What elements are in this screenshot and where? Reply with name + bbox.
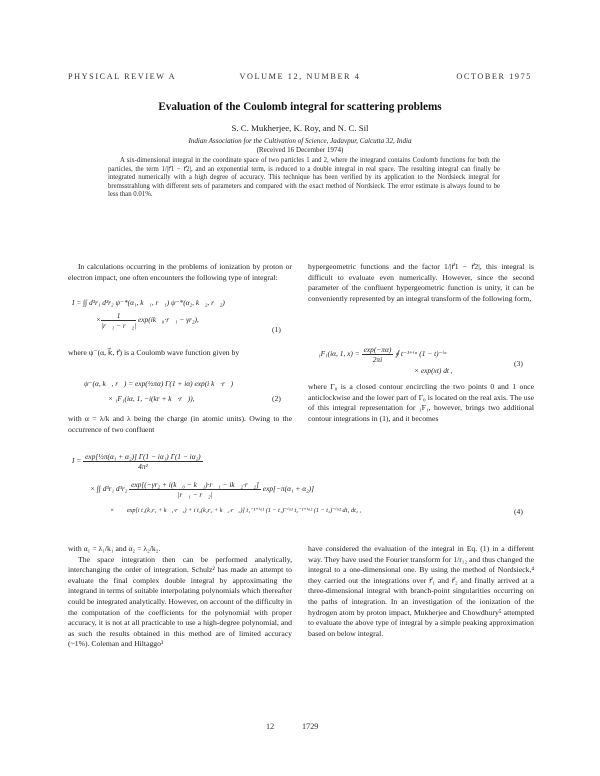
schulz-paragraph: The space integration then can be performed analytically, interchanging the order of integration. Schulz² has made an attempt to evaluate the final complex double integral by approximating the integrand in terms of suitable interpolating polynomials which thereafter could be integrated analytically. However, on account of the difficulty in the computation of the coefficients for the polynomial with proper accuracy, it is not at all practicable to use a high-degree polynomial, and as such the results obtained in this method are of limited accuracy (~1%). Coleman and Hiltaggo³: [68, 554, 292, 649]
equation-1-fraction: $\frac{1}{\text{|r⃗₁ − r⃗₂|}}$: [101, 311, 137, 330]
page-number: 1729: [302, 722, 319, 731]
equation-1-line-2: × $\frac{1}{\text{|r⃗₁ − r⃗₂|}}$ exp(ik⃗₀·r⃗₁ − γr₂),: [96, 311, 199, 330]
equation-3-line-1: ₁F₁(iα, 1, x) = $\frac{\exp(-\pi\alpha)}{2\pi i}$ ∮ t⁻¹⁺ⁱᵅ (1 − t)⁻ⁱᵅ: [318, 345, 447, 364]
right-column-para2: [308, 382, 534, 424]
equation-4-number: (4): [514, 507, 523, 516]
volume-number: VOLUME 12, NUMBER 4: [239, 72, 361, 81]
right-column-intro: [308, 262, 534, 304]
equation-4-line-2: × ∫∫ d³r₁ d³r₂ $\frac{\text{exp[(−γr₂ + i(k⃗₀ − k⃗₁)·r⃗₁ − ik⃗₂·r⃗₂]}}{\text{|r⃗₁ − r⃗₂|}}$ exp[−π(α₁ + α₂)]: [90, 480, 314, 499]
received-date: (Received 16 December 1974): [256, 146, 344, 154]
equation-2-line-1: ψ⁻(α, k⃗, r⃗) = exp(½πα) Γ(1 + iα) exp(i k⃗·r⃗): [84, 379, 234, 388]
charge-paragraph: with α = λ/k and λ being the charge (in atomic units). Owing to the occurrence of two confluent: [68, 414, 292, 434]
equation-2-line-2: × ₁F₁(iα, 1, −i(kr + k⃗·r⃗)),: [108, 394, 195, 403]
equation-4-line-3: × ∮∮ exp[i t₁(k₁r₁ + k⃗₁·r⃗₁) + i t₂(k₂r₂ + k⃗₂·r⃗₂)] t₁⁻¹⁺ⁱᵅ¹ (1 − t₁)⁻ⁱᵅ¹ t₂⁻¹⁺ⁱᵅ² (1 − t₂)⁻ⁱᵅ² dt₁ dt₂ ,: [110, 507, 362, 514]
equation-3-fraction: $\frac{\exp(-\pi\alpha)}{2\pi i}$: [363, 345, 392, 364]
article-title: Evaluation of the Coulomb integral for scattering problems: [158, 101, 442, 113]
equation-4-line-1: I = $\frac{\text{exp[½π(α₁ + α₂)] Γ(1 − iα₁) Γ(1 − iα₂)}}{\text{4π²}}$: [72, 452, 201, 471]
running-head: [68, 72, 532, 84]
hypergeometric-paragraph: hypergeometric functions and the factor 1/|r⃗1 − r⃗2|, this integral is difficult to evaluate even numerically. However, since the second parameter of the confluent hypergeometric function is unity, it can be conveniently represented by an integral transform of the following form,: [308, 262, 534, 303]
fourier-paragraph: have considered the evaluation of the integral in Eq. (1) in a different way. They have used the Fourier transform for 1/r₁₂ and thus changed the integral to a one-dimensional one. By using the method of Nordsieck,⁴ they carried out the integrations over r⃗₁ and r⃗₂ and finally arrived at a three-dimensional integral with branch-point singularities occurring on the paths of integration. In an investigation of the ionization of the hydrogen atom by proton impact, Mukherjee and Chowdhury⁵ attempted to evaluate the above type of integral by a simple peaking approximation based on below integral.: [308, 544, 534, 638]
equation-4-integrand: $\frac{\text{exp[(−γr₂ + i(k⃗₀ − k⃗₁)·r⃗₁ − ik⃗₂·r⃗₂]}}{\text{|r⃗₁ − r⃗₂|}}$: [131, 480, 259, 499]
equation-3-number: (3): [514, 359, 523, 368]
journal-name: PHYSICAL REVIEW A: [68, 72, 177, 81]
bottom-right-column: [308, 544, 534, 639]
left-column-para2: [68, 348, 292, 359]
author-affiliation: Indian Association for the Cultivation of Science, Jadavpur, Calcutta 32, India: [188, 137, 412, 145]
equation-2-number: (2): [272, 394, 281, 403]
contour-paragraph: where Γ₀ is a closed contour encircling the two points 0 and 1 once anticlockwise and the lower part of Γ₀ is located on the real axis. The use of this integral representation for ₁F₁, however, brings two additional contour integrations in (1), and it becomes: [308, 382, 534, 423]
abstract-text: A six-dimensional integral in the coordinate space of two particles 1 and 2, where the integrand contains Coulomb functions for both the particles, the term 1/|r⃗1 − r⃗2|, and an exponential term, is reduced to a double integral in real space. The resulting integral can finally be integrated numerically with a high degree of accuracy. This technique has been verified by its application to the Nordsieck integral for bremsstrahlung with different sets of parameters and compared with the exact method of Nordsieck. The error estimate is always found to be less than 0.01%.: [108, 157, 500, 199]
left-column-intro: [68, 262, 292, 283]
intro-paragraph: In calculations occurring in the problems of ionization by proton or electron impact, one often encounters the following type of integral:: [68, 262, 292, 282]
equation-4-prefactor: $\frac{\text{exp[½π(α₁ + α₂)] Γ(1 − iα₁) Γ(1 − iα₂)}}{\text{4π²}}$: [85, 452, 201, 471]
equation-3-line-2: × exp(xt) dt ,: [414, 366, 453, 375]
bottom-left-column: [68, 544, 292, 650]
author-list: S. C. Mukherjee, K. Roy, and N. C. Sil: [231, 123, 369, 133]
issue-date: OCTOBER 1975: [456, 72, 532, 81]
abstract: [108, 157, 500, 200]
page-volume: 12: [266, 722, 275, 731]
alpha-definition: with α₁ = λ₁/k₁ and α₂ = λ₂/k₂.: [68, 544, 161, 553]
equation-1-number: (1): [272, 325, 281, 334]
left-column-para3: [68, 414, 292, 435]
coulomb-wave-paragraph: where ψ⁻(α, k⃗, r⃗) is a Coulomb wave function given by: [68, 348, 240, 357]
equation-1-line-1: I = ∫∫ d³r₁ d³r₂ ψ⁻*(α₁, k⃗₁, r⃗₁) ψ⁻*(α₂, k⃗₂, r⃗₂): [72, 298, 225, 307]
